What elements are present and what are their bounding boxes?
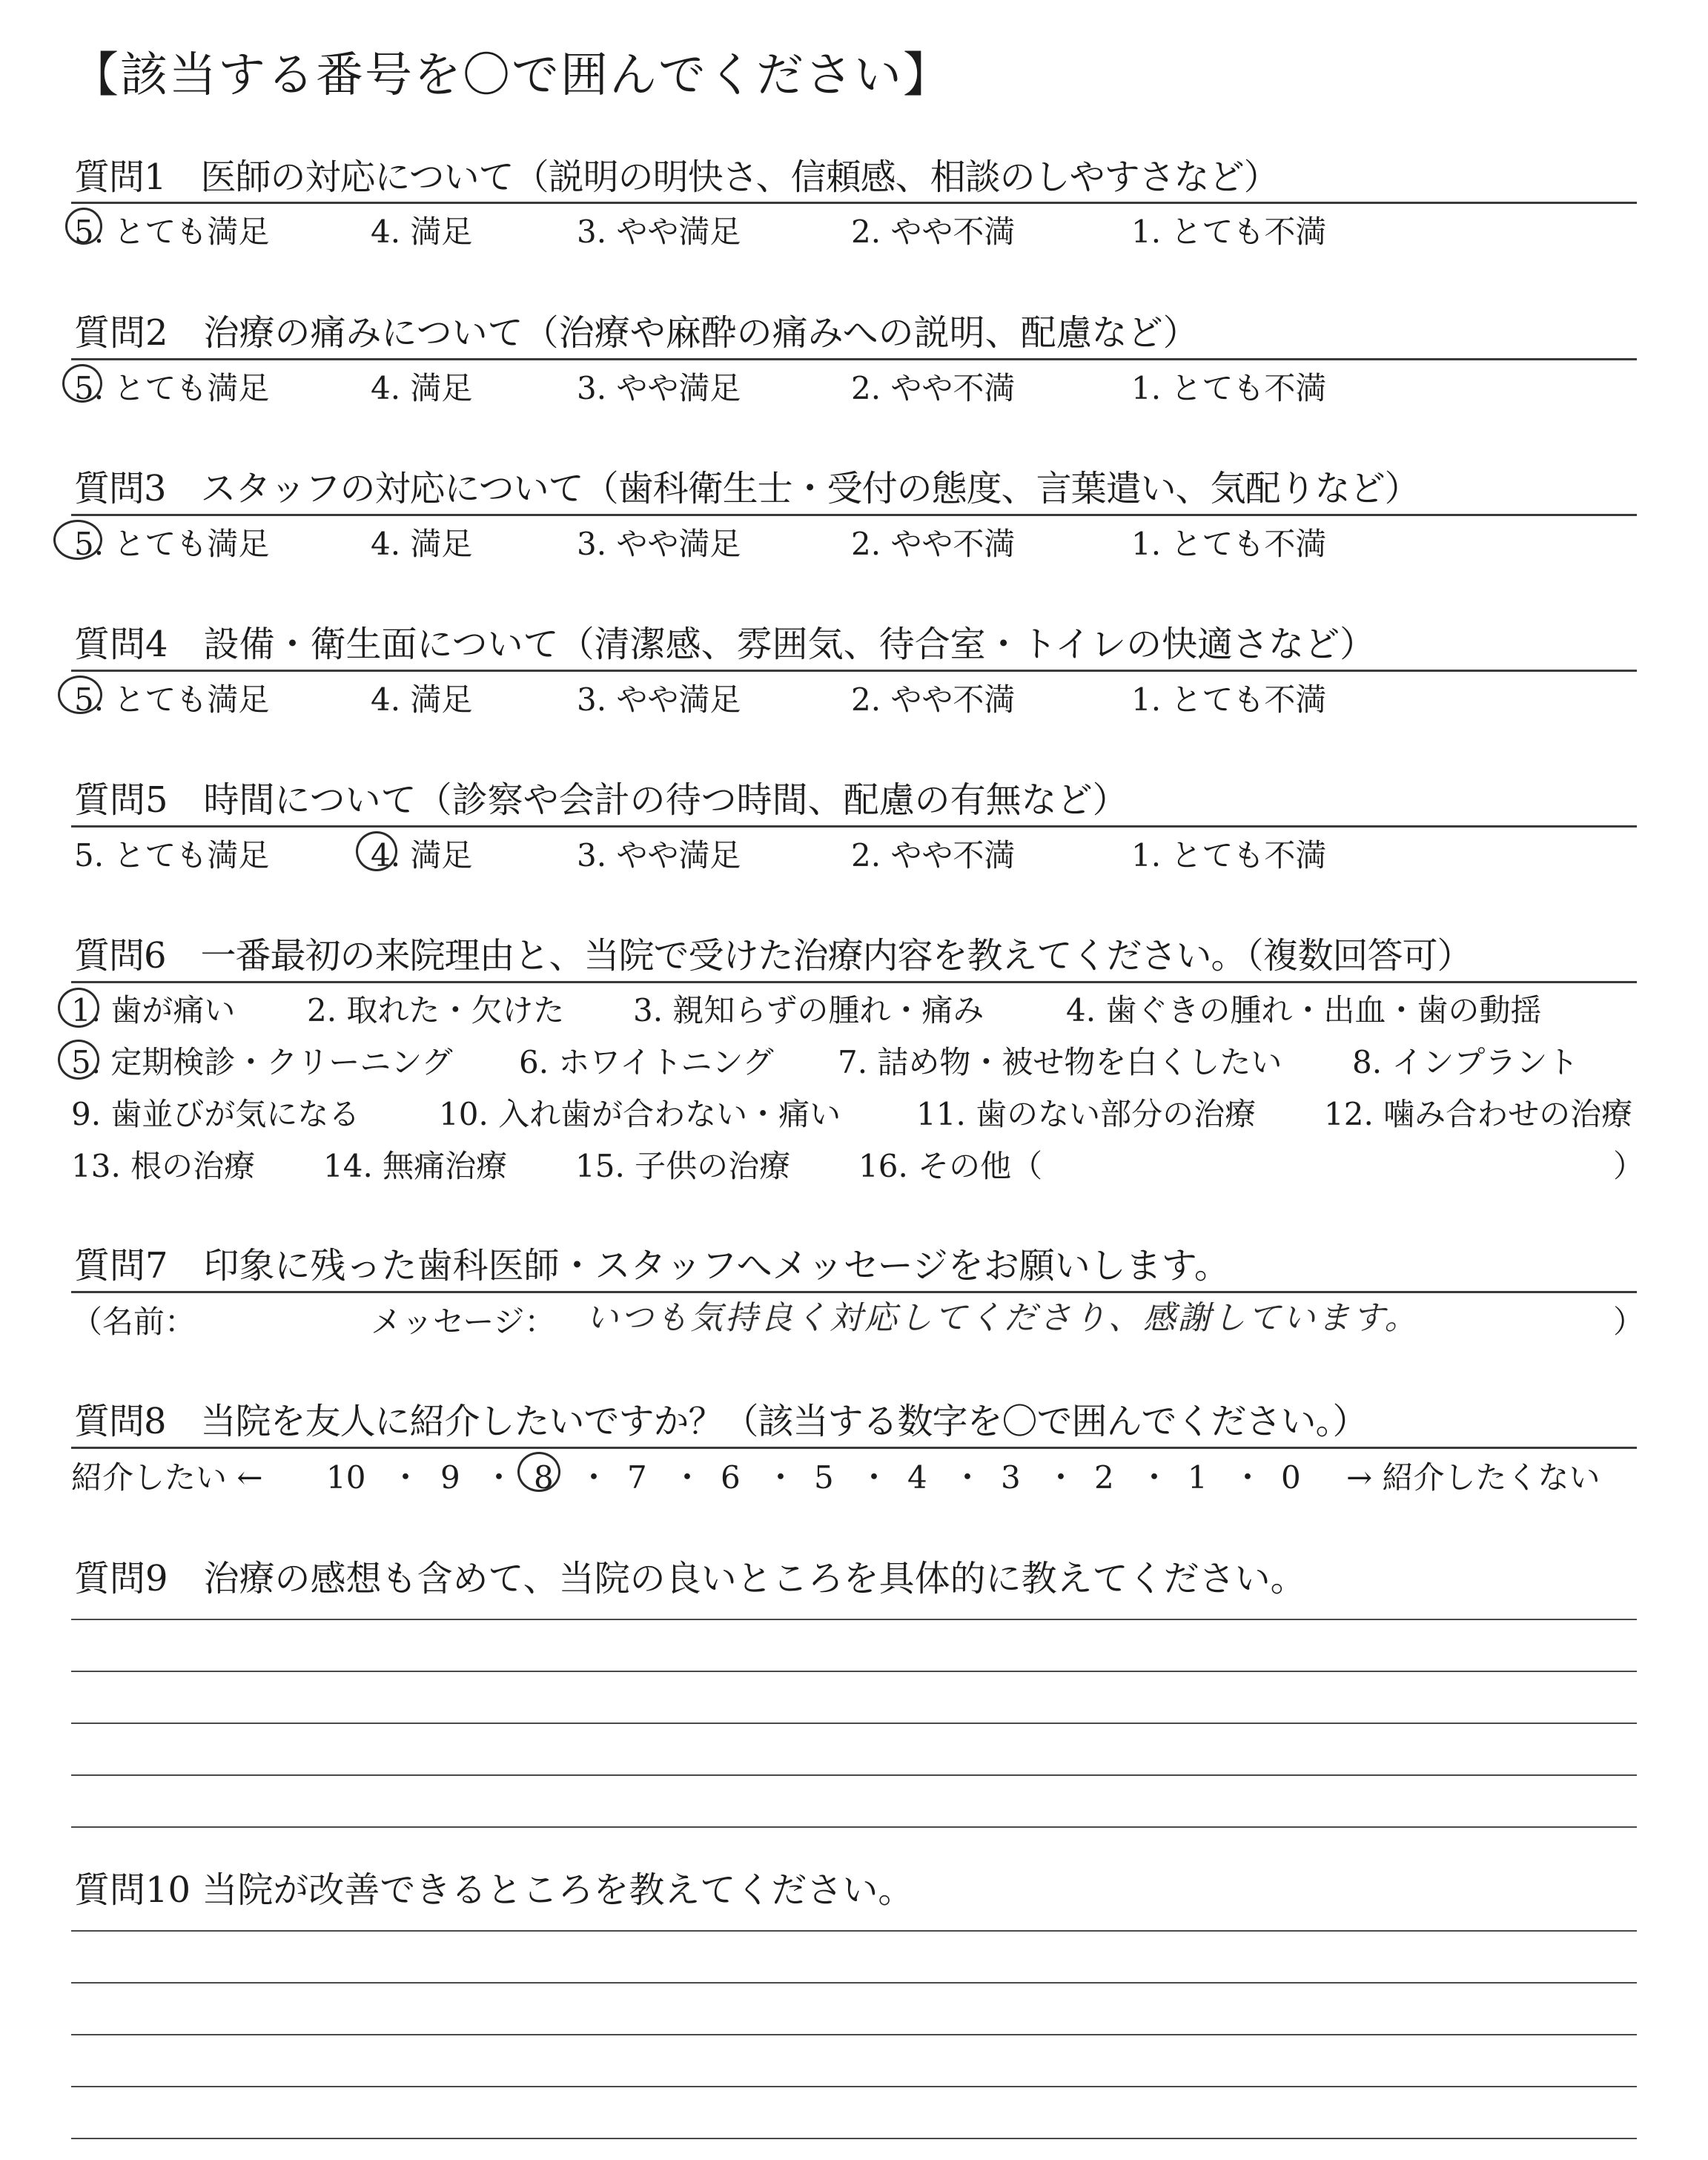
q2-option-5[interactable]: 5. とても満足 — [74, 370, 270, 406]
question-7-title: 質問7 印象に残った歯科医師・スタッフへメッセージをお願いします。 — [74, 1245, 1230, 1287]
q6-other-close-paren: ） — [1613, 1148, 1645, 1184]
q3-option-5[interactable]: 5. とても満足 — [74, 526, 270, 562]
q8-separator: ・ — [858, 1459, 890, 1496]
q8-scale-2[interactable]: 2 — [1094, 1459, 1114, 1496]
question-6-rule — [71, 981, 1637, 983]
question-9-title: 質問9 治療の感想も含めて、当院の良いところを具体的に教えてください。 — [74, 1558, 1306, 1599]
q6-option-11[interactable]: 11. 歯のない部分の治療 — [916, 1096, 1257, 1132]
q5-option-5[interactable]: 5. とても満足 — [74, 837, 270, 873]
q8-scale-3[interactable]: 3 — [1001, 1459, 1021, 1496]
question-8-rule — [71, 1447, 1637, 1449]
q5-option-2[interactable]: 2. やや不満 — [851, 837, 1016, 873]
question-2-title: 質問2 治療の痛みについて（治療や麻酔の痛みへの説明、配慮など） — [74, 312, 1199, 354]
q8-scale-1[interactable]: 1 — [1188, 1459, 1208, 1496]
q8-scale-8[interactable]: 8 — [534, 1459, 554, 1496]
q8-separator: ・ — [1139, 1459, 1171, 1496]
writing-line — [71, 1671, 1637, 1672]
question-3-title: 質問3 スタッフの対応について（歯科衛生士・受付の態度、言葉遣い、気配りなど） — [74, 468, 1420, 509]
q6-option-1[interactable]: 1. 歯が痛い — [71, 992, 236, 1028]
q2-option-4[interactable]: 4. 満足 — [371, 370, 473, 406]
q7-name-label: （名前： — [71, 1304, 196, 1340]
q1-selection-circle — [65, 208, 102, 245]
q6-option-3[interactable]: 3. 親知らずの腫れ・痛み — [633, 992, 984, 1028]
q2-option-3[interactable]: 3. やや満足 — [577, 370, 741, 406]
q1-option-5[interactable]: 5. とても満足 — [74, 214, 270, 250]
q8-scale-10[interactable]: 10 — [326, 1459, 366, 1496]
q8-scale-5[interactable]: 5 — [814, 1459, 834, 1496]
q2-option-1[interactable]: 1. とても不満 — [1131, 370, 1327, 406]
q6-selection-circle-1 — [58, 988, 99, 1028]
q3-option-3[interactable]: 3. やや満足 — [577, 526, 741, 562]
q8-scale-6[interactable]: 6 — [721, 1459, 741, 1496]
q3-selection-circle — [53, 520, 102, 560]
q6-option-15[interactable]: 15. 子供の治療 — [575, 1148, 791, 1184]
q6-option-13[interactable]: 13. 根の治療 — [71, 1148, 256, 1184]
question-1-title: 質問1 医師の対応について（説明の明快さ、信頼感、相談のしやすさなど） — [74, 156, 1279, 198]
q7-handwritten-message[interactable]: いつも気持良く対応してくださり、感謝しています。 — [586, 1299, 1420, 1337]
q5-option-1[interactable]: 1. とても不満 — [1131, 837, 1327, 873]
q2-option-2[interactable]: 2. やや不満 — [851, 370, 1016, 406]
q6-option-7[interactable]: 7. 詰め物・被せ物を白くしたい — [838, 1044, 1282, 1080]
q6-option-6[interactable]: 6. ホワイトニング — [519, 1044, 774, 1080]
q3-option-1[interactable]: 1. とても不満 — [1131, 526, 1327, 562]
q4-option-1[interactable]: 1. とても不満 — [1131, 681, 1327, 718]
q6-option-14[interactable]: 14. 無痛治療 — [323, 1148, 508, 1184]
q8-left-label: 紹介したい ← — [71, 1459, 263, 1496]
question-5-rule — [71, 825, 1637, 828]
question-5-title: 質問5 時間について（診察や会計の待つ時間、配慮の有無など） — [74, 779, 1128, 821]
q8-right-label: → 紹介したくない — [1346, 1459, 1601, 1496]
q6-option-16[interactable]: 16. その他（ — [858, 1148, 1043, 1184]
writing-line — [71, 1774, 1637, 1776]
q8-separator: ・ — [390, 1459, 422, 1496]
q3-option-4[interactable]: 4. 満足 — [371, 526, 473, 562]
writing-line — [71, 1723, 1637, 1724]
q8-separator: ・ — [1045, 1459, 1077, 1496]
q8-separator: ・ — [672, 1459, 704, 1496]
q6-option-2[interactable]: 2. 取れた・欠けた — [307, 992, 565, 1028]
writing-line — [71, 2086, 1637, 2087]
question-8-title: 質問8 当院を友人に紹介したいですか？（該当する数字を〇で囲んでください。） — [74, 1401, 1368, 1442]
q6-option-8[interactable]: 8. インプラント — [1352, 1044, 1579, 1080]
writing-line — [71, 1930, 1637, 1932]
writing-line — [71, 2034, 1637, 2035]
q6-option-9[interactable]: 9. 歯並びが気になる — [71, 1096, 360, 1132]
q1-option-1[interactable]: 1. とても不満 — [1131, 214, 1327, 250]
q4-option-3[interactable]: 3. やや満足 — [577, 681, 741, 718]
q8-separator: ・ — [483, 1459, 515, 1496]
q8-scale-4[interactable]: 4 — [907, 1459, 927, 1496]
q3-option-2[interactable]: 2. やや不満 — [851, 526, 1016, 562]
q5-selection-circle — [356, 831, 397, 871]
q2-selection-circle — [62, 364, 102, 403]
q6-option-10[interactable]: 10. 入れ歯が合わない・痛い — [439, 1096, 841, 1132]
q1-option-3[interactable]: 3. やや満足 — [577, 214, 741, 250]
writing-line — [71, 2138, 1637, 2139]
question-7-rule — [71, 1291, 1637, 1293]
q1-option-2[interactable]: 2. やや不満 — [851, 214, 1016, 250]
q4-option-2[interactable]: 2. やや不満 — [851, 681, 1016, 718]
q5-option-3[interactable]: 3. やや満足 — [577, 837, 741, 873]
q8-separator: ・ — [578, 1459, 610, 1496]
q7-close-paren: ） — [1613, 1304, 1645, 1340]
q7-message-label: メッセージ： — [371, 1304, 556, 1340]
q8-separator: ・ — [1232, 1459, 1264, 1496]
q5-option-4[interactable]: 4. 満足 — [371, 837, 473, 873]
q8-scale-7[interactable]: 7 — [627, 1459, 647, 1496]
q8-separator: ・ — [952, 1459, 984, 1496]
question-10-title: 質問10 当院が改善できるところを教えてください。 — [74, 1869, 914, 1911]
q8-scale-0[interactable]: 0 — [1281, 1459, 1301, 1496]
q4-selection-circle — [58, 676, 102, 714]
q4-option-5[interactable]: 5. とても満足 — [74, 681, 270, 718]
question-2-rule — [71, 358, 1637, 360]
writing-line — [71, 1619, 1637, 1620]
writing-line — [71, 1982, 1637, 1984]
question-6-title: 質問6 一番最初の来院理由と、当院で受けた治療内容を教えてください。（複数回答可） — [74, 935, 1472, 977]
q6-option-4[interactable]: 4. 歯ぐきの腫れ・出血・歯の動揺 — [1066, 992, 1542, 1028]
question-1-rule — [71, 202, 1637, 204]
question-4-title: 質問4 設備・衛生面について（清潔感、雰囲気、待合室・トイレの快適さなど） — [74, 624, 1376, 665]
q8-scale-9[interactable]: 9 — [440, 1459, 460, 1496]
q6-option-5[interactable]: 5. 定期検診・クリーニング — [71, 1044, 453, 1080]
question-3-rule — [71, 514, 1637, 516]
q4-option-4[interactable]: 4. 満足 — [371, 681, 473, 718]
page-title: 【該当する番号を〇で囲んでください】 — [71, 48, 952, 103]
writing-line — [71, 1826, 1637, 1828]
q6-selection-circle-5 — [58, 1040, 99, 1080]
q8-separator: ・ — [765, 1459, 797, 1496]
q8-selection-circle — [517, 1452, 560, 1496]
q6-option-12[interactable]: 12. 噛み合わせの治療 — [1324, 1096, 1633, 1132]
q1-option-4[interactable]: 4. 満足 — [371, 214, 473, 250]
question-4-rule — [71, 670, 1637, 672]
